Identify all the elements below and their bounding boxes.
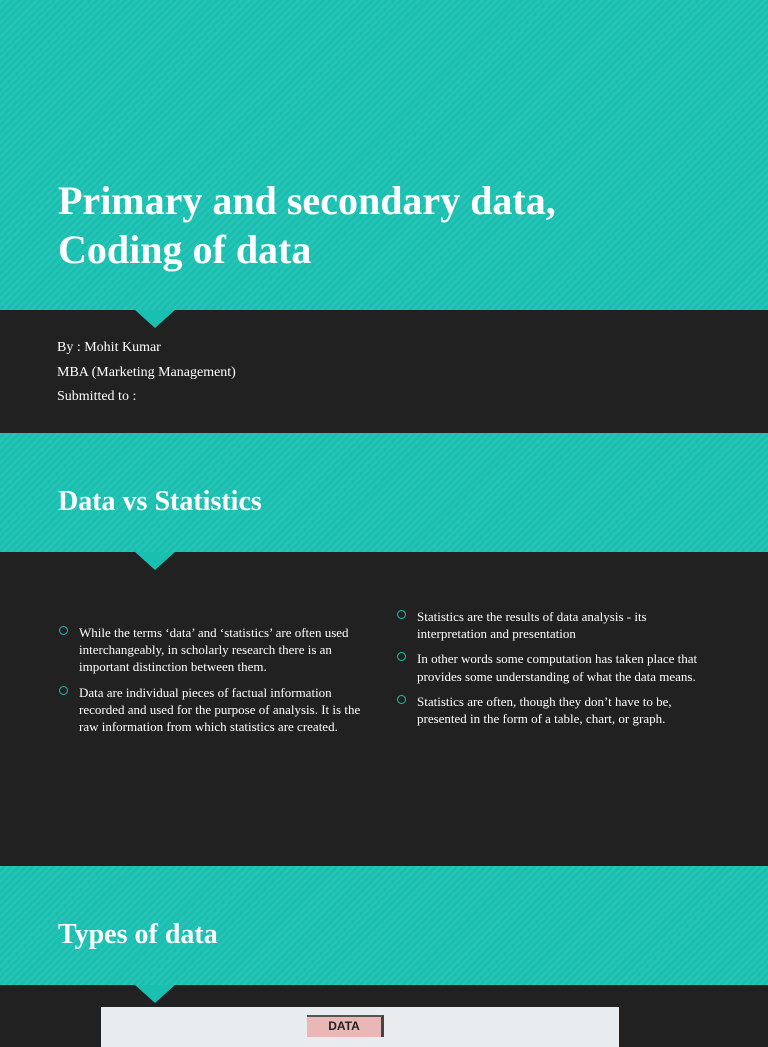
list-item: Statistics are the results of data analysis - its interpretation and presentation bbox=[396, 608, 716, 642]
slide-title-types-of-data: Types of data bbox=[58, 919, 218, 950]
presentation-title bbox=[58, 176, 556, 274]
list-item: Data are individual pieces of factual information recorded and used for the purpose of analysis. It is the raw information from which statistics are created. bbox=[58, 684, 376, 736]
bullet-circle-icon bbox=[397, 652, 406, 661]
bullet-circle-icon bbox=[59, 686, 68, 695]
byline-program: MBA (Marketing Management) bbox=[57, 364, 236, 380]
right-bullet-list bbox=[396, 608, 716, 735]
header-notch bbox=[135, 552, 175, 570]
bullet-circle-icon bbox=[59, 626, 68, 635]
byline bbox=[57, 336, 236, 410]
list-item: In other words some computation has taken place that provides some understanding of what the data means. bbox=[396, 650, 716, 684]
list-item: Statistics are often, though they don’t have to be, presented in the form of a table, chart, or graph. bbox=[396, 693, 716, 727]
left-bullet-list bbox=[58, 624, 376, 743]
byline-submitted: Submitted to : bbox=[57, 389, 137, 404]
header-notch bbox=[135, 310, 175, 328]
title-line-2: Coding of data bbox=[58, 227, 312, 272]
bullet-circle-icon bbox=[397, 695, 406, 704]
title-line-1: Primary and secondary data, bbox=[58, 178, 556, 223]
bullet-circle-icon bbox=[397, 610, 406, 619]
list-item: While the terms ‘data’ and ‘statistics’ are often used interchangeably, in scholarly research there is an important distinction between them. bbox=[58, 624, 376, 676]
byline-author: By : Mohit Kumar bbox=[57, 340, 161, 355]
types-of-data-diagram bbox=[101, 1007, 619, 1047]
diagram-data-box: DATA bbox=[307, 1015, 384, 1037]
header-notch bbox=[135, 985, 175, 1003]
slide-title-data-vs-statistics: Data vs Statistics bbox=[58, 486, 262, 517]
